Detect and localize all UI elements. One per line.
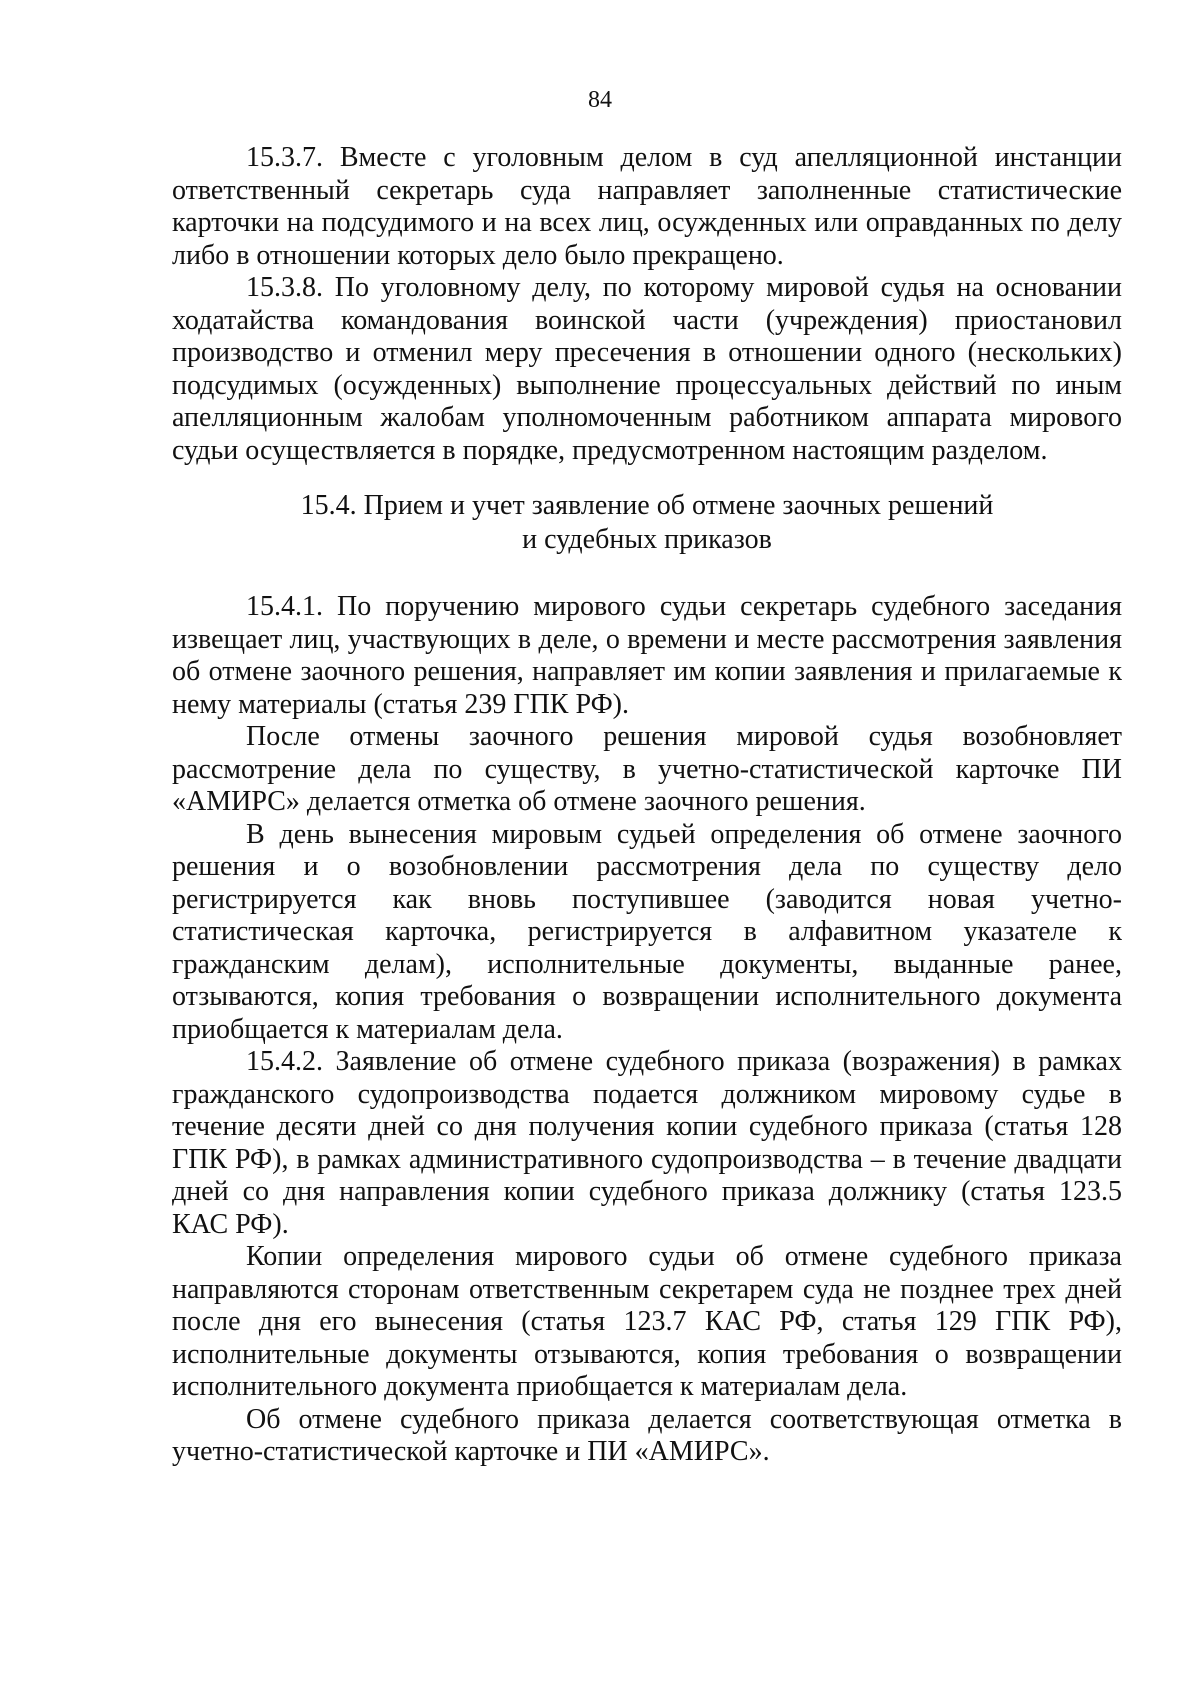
paragraph-15-4-2: 15.4.2. Заявление об отмене судебного приказа (возражения) в рамках гражданского судопроизводства подается должником мировому судье в течение десяти дней со дня получения копии судебного приказа (статья 128 ГПК РФ), в рамках административного судопроизводства – в течение двадцати дней со дня направления копии судебного приказа должнику (статья 123.5 КАС РФ). [172,1046,1122,1240]
section-heading-line-2: и судебных приказов [522,524,772,555]
paragraph-after-cancellation: После отмены заочного решения мировой судья возобновляет рассмотрение дела по существу, в учетно-статистической карточке ПИ «АМИРС» делается отметка об отмене заочного решения. [172,721,1122,817]
document-body [172,142,1122,1469]
paragraph-15-3-8: 15.3.8. По уголовному делу, по которому мировой судья на основании ходатайства командования воинской части (учреждения) приостановил производство и отменил меру пресечения в отношении одного (нескольких) подсудимых (осужденных) выполнение процессуальных действий по иным апелляционным жалобам уполномоченным работником аппарата мирового судьи осуществляется в порядке, предусмотренном настоящим разделом. [172,272,1122,466]
paragraph-registration-day: В день вынесения мировым судьей определения об отмене заочного решения и о возобновлении рассмотрения дела по существу дело регистрируется как вновь поступившее (заводится новая учетно-статистическая карточка, регистрируется в алфавитном указателе к гражданским делам), исполнительные документы, выданные ранее, отзываются, копия требования о возвращении исполнительного документа приобщается к материалам дела. [172,818,1122,1045]
page-number: 84 [588,87,612,113]
section-heading-15-4 [172,489,1122,557]
paragraph-copies-of-determination: Копии определения мирового судьи об отмене судебного приказа направляются сторонам ответственным секретарем суда не позднее трех дней после дня его вынесения (статья 123.7 КАС РФ, статья 129 ГПК РФ), исполнительные документы отзываются, копия требования о возвращении исполнительного документа приобщается к материалам дела. [172,1241,1122,1402]
section-heading-line-1: 15.4. Прием и учет заявление об отмене заочных решений [300,490,994,521]
paragraph-cancellation-note: Об отмене судебного приказа делается соответствующая отметка в учетно-статистической карточке и ПИ «АМИРС». [172,1403,1122,1467]
paragraph-15-3-7: 15.3.7. Вместе с уголовным делом в суд апелляционной инстанции ответственный секретарь суда направляет заполненные статистические карточки на подсудимого и на всех лиц, осужденных или оправданных по делу либо в отношении которых дело было прекращено. [172,142,1122,271]
paragraph-15-4-1: 15.4.1. По поручению мирового судьи секретарь судебного заседания извещает лиц, участвующих в деле, о времени и месте рассмотрения заявления об отмене заочного решения, направляет им копии заявления и прилагаемые к нему материалы (статья 239 ГПК РФ). [172,591,1122,720]
